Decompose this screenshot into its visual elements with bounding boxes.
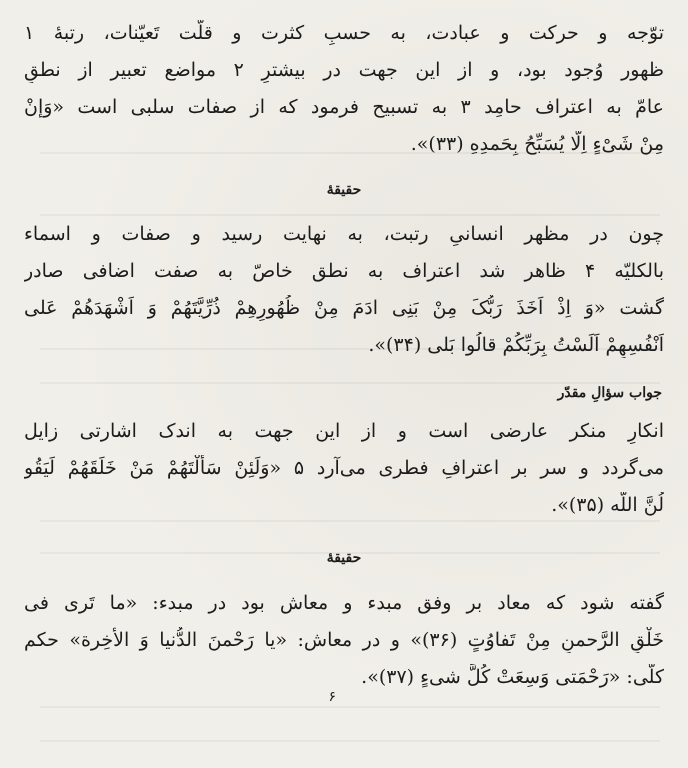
text-line-4: مِنْ شَیْءٍ اِلّا یُسَبِّحُ بِحَمدِهِ (۳۳)». [410,133,664,155]
text-line-6: بالکلیّه ۴ ظاهر شد اعتراف به نطق خاصّ به صفت اضافی صادر [24,260,664,282]
text-line-7: گشت «وَ اِذْ اَخَذَ رَبُّکَ مِنْ بَنِی ادَمَ مِنْ ظُهُورِهِمْ ذُرِّیَّتَهُمْ وَ اَشْهَدَهُمْ عَلی [24,297,664,319]
text-line-13: خَلْقِ الرَّحمنِ مِنْ تَفاوُتٍ (۳۶)» و در معاش: «یا رَحْمنَ الدُّنیا وَ الأخِرة» حکم [24,629,664,651]
text-line-3: عامّ به اعتراف حامِد ۳ به تسبیح فرمود که از صفات سلبی است «وَإنْ [24,96,664,118]
text-line-5: چون در مظهر انسانیِ رتبت، به نهایت رسید و صفات و اسماء [24,223,664,245]
text-line-1: توّجه و حرکت و عبادت، به حسبِ کثرت و قلّت تَعیّنات، رتبهٔ ۱ [24,22,664,44]
text-line-2: ظهور وُجود بود، و از این جهت در بیشترِ ۲ مواضع تعبیر از نطقِ [24,59,664,81]
end-mark: ۶ [328,689,336,705]
text-line-9: انکارِ منکر عارضی است و از این جهت به اندک اشارتی زایل [24,420,664,442]
section-heading-haqiqa-1: حقیقهٔ [326,182,362,198]
section-heading-answer: جواب سؤالِ مقدّر [557,385,662,401]
text-line-8: اَنْفُسِهِمْ اَلَسْتُ بِرَبِّکُمْ قالُوا بَلی (۳۴)». [368,334,664,356]
section-heading-haqiqa-2: حقیقهٔ [326,550,362,566]
text-line-10: می‌گردد و سر بر اعترافِ فطری می‌آرد ۵ «وَلَئِنْ سَأَلْتَهُمْ مَنْ خَلَقَهُمْ لَیَقُو [24,457,664,479]
text-line-14: کلّی: «رَحْمَتی وَسِعَتْ کُلَّ شیءٍ (۳۷)». [361,666,664,688]
text-line-12: گفته شود که معاد بر وفق مبدء و معاش بود در مبدء: «ما تَری فی [24,592,664,614]
text-line-11: لُنَّ اللّه (۳۵)». [551,494,664,516]
